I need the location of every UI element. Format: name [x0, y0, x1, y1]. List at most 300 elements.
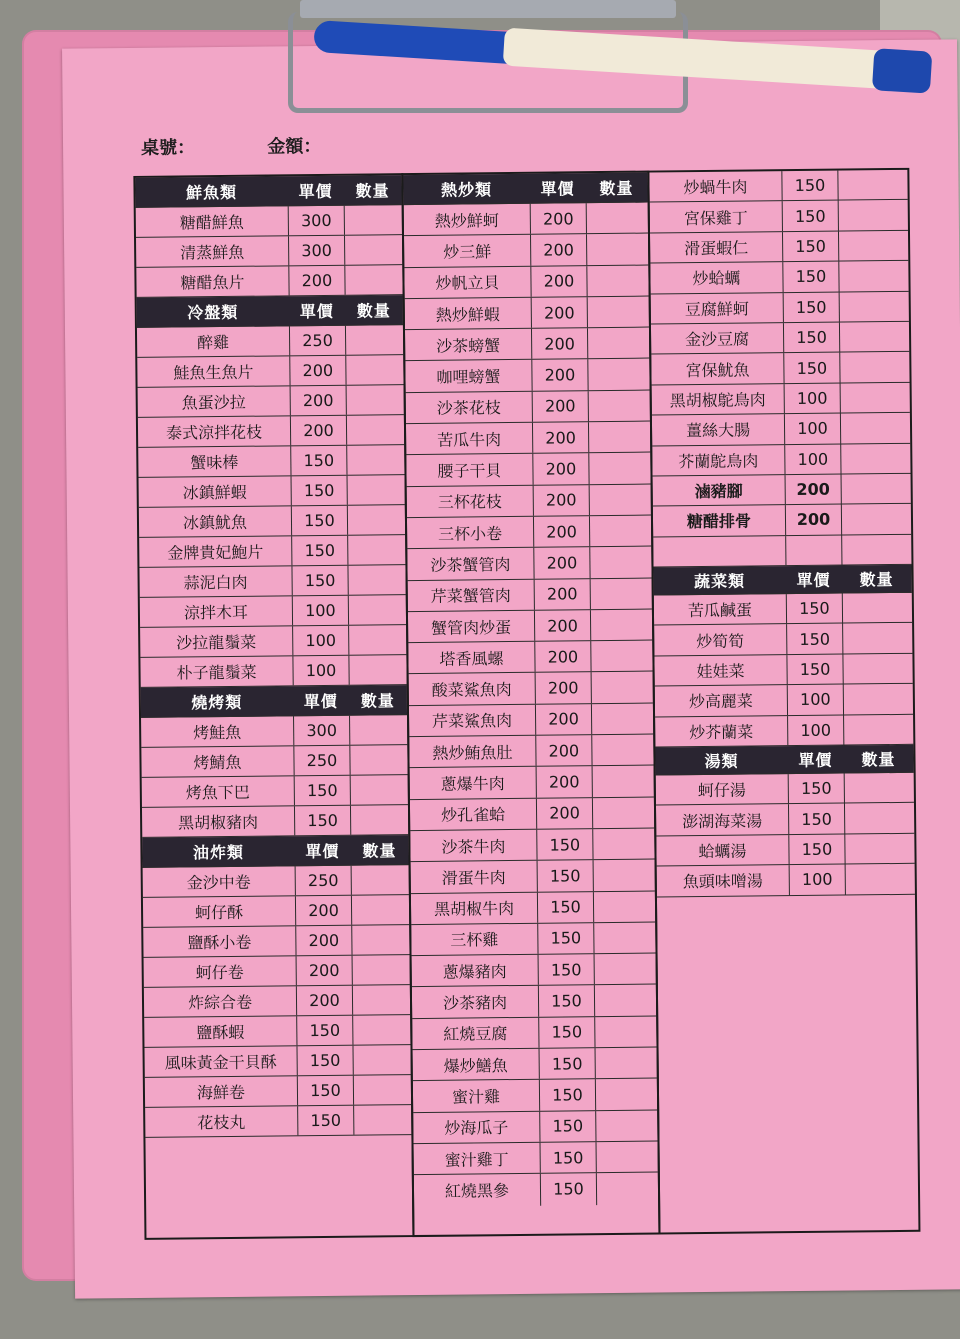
- menu-column-1: [133, 173, 414, 1240]
- item-name: 炒海瓜子: [444, 1118, 509, 1138]
- item-name: 鹽酥蝦: [196, 1022, 245, 1043]
- item-name: 蔥爆牛肉: [440, 774, 505, 794]
- item-price: 150: [291, 566, 347, 596]
- qty-cell[interactable]: [586, 234, 648, 265]
- item-price: 150: [540, 1142, 596, 1173]
- item-price: 150: [290, 446, 346, 476]
- menu-row: [652, 383, 910, 416]
- item-price: 200: [531, 360, 587, 391]
- empty-row: [653, 535, 911, 568]
- item-name: 蚵仔卷: [195, 962, 244, 983]
- item-name: 三杯雞: [450, 930, 499, 951]
- item-name: 蟹管肉炒蛋: [430, 617, 512, 638]
- item-price: 100: [292, 656, 348, 686]
- item-price: 200: [288, 266, 344, 296]
- menu-row: [651, 291, 909, 324]
- item-price: 150: [291, 536, 347, 566]
- qty-cell[interactable]: [352, 1015, 410, 1045]
- qty-cell[interactable]: [592, 766, 654, 797]
- qty-cell[interactable]: [591, 735, 653, 766]
- qty-cell[interactable]: [589, 484, 651, 515]
- item-price: 150: [783, 353, 839, 383]
- item-price: 200: [290, 416, 346, 446]
- price-header: 單價: [798, 750, 833, 771]
- qty-cell[interactable]: [844, 803, 914, 833]
- menu-row: [408, 578, 652, 612]
- item-name: 炒帆立貝: [435, 273, 500, 294]
- item-price: 100: [784, 383, 840, 413]
- qty-cell[interactable]: [595, 1079, 657, 1110]
- section-header: [135, 175, 401, 208]
- qty-cell[interactable]: [595, 1048, 657, 1079]
- item-name: 冰鎮鮮蝦: [182, 482, 247, 503]
- item-name: 腰子干貝: [437, 461, 502, 481]
- item-price: 150: [291, 476, 347, 506]
- menu-row: [140, 625, 406, 658]
- qty-cell[interactable]: [588, 453, 650, 484]
- qty-header: 數量: [360, 691, 395, 711]
- empty-cell: [653, 536, 785, 567]
- item-name: 鮭魚生魚片: [173, 362, 254, 383]
- item-name: 炒芥蘭菜: [689, 722, 754, 742]
- menu-row: [142, 805, 408, 838]
- qty-cell[interactable]: [842, 593, 912, 623]
- qty-cell[interactable]: [591, 703, 653, 734]
- item-name: 烤魚下巴: [185, 782, 250, 803]
- menu-row: [651, 322, 909, 355]
- menu-column-2: [401, 171, 660, 1238]
- qty-cell[interactable]: [345, 355, 403, 385]
- qty-cell[interactable]: [352, 1045, 410, 1075]
- menu-row: [145, 1075, 411, 1108]
- menu-row: [143, 865, 409, 898]
- menu-row: [410, 766, 654, 800]
- blank-area: [145, 1135, 413, 1338]
- menu-row: [409, 703, 653, 737]
- item-name: 三杯小卷: [438, 523, 503, 544]
- menu-row: [654, 623, 912, 656]
- menu-row: [656, 773, 914, 806]
- qty-header: 數量: [356, 301, 391, 321]
- item-price: 300: [288, 206, 344, 236]
- item-price: 200: [535, 735, 591, 766]
- item-price: 200: [530, 203, 586, 234]
- item-price: 150: [783, 292, 839, 322]
- qty-cell[interactable]: [346, 415, 404, 445]
- item-price: 200: [533, 485, 589, 516]
- item-name: 烤鯖魚: [193, 752, 242, 773]
- price-header: 單價: [299, 301, 334, 322]
- item-price: 150: [538, 954, 594, 985]
- menu-row: [410, 797, 654, 831]
- item-price: 150: [297, 1106, 353, 1136]
- qty-cell[interactable]: [349, 745, 407, 775]
- section-title: 蔬菜類: [694, 571, 746, 592]
- empty-cell: [785, 535, 841, 565]
- order-sheet: [62, 39, 960, 1298]
- qty-cell[interactable]: [589, 547, 651, 578]
- menu-row: [655, 684, 913, 717]
- item-name: 娃娃菜: [696, 661, 745, 682]
- item-name: 金沙中卷: [186, 872, 251, 893]
- menu-row: [413, 1048, 657, 1082]
- item-price: 300: [288, 236, 344, 266]
- item-name: 爆炒鱔魚: [443, 1055, 508, 1076]
- item-name: 蜜汁雞: [451, 1087, 501, 1107]
- item-price: 150: [294, 776, 350, 806]
- item-name: 熱炒鮮蝦: [435, 304, 500, 325]
- item-name: 滑蛋蝦仁: [684, 238, 749, 259]
- item-price: 150: [788, 834, 844, 864]
- menu-row: [406, 453, 650, 487]
- qty-cell[interactable]: [351, 925, 409, 955]
- item-name: 烤鮭魚: [193, 722, 242, 743]
- qty-cell[interactable]: [587, 359, 649, 390]
- item-price: 250: [293, 746, 349, 776]
- item-name: 酸菜鯊魚肉: [431, 680, 512, 700]
- qty-cell[interactable]: [588, 390, 650, 421]
- item-name: 滑蛋牛肉: [441, 867, 506, 888]
- item-name: 蜜汁雞丁: [444, 1149, 509, 1170]
- item-price: 100: [784, 444, 840, 474]
- menu-row: [139, 505, 405, 538]
- price-header: 單價: [305, 841, 340, 862]
- item-price: 200: [531, 297, 587, 328]
- item-name: 清蒸鮮魚: [180, 242, 245, 263]
- item-name: 芹菜鯊魚肉: [431, 711, 513, 732]
- item-price: 150: [782, 262, 838, 292]
- qty-cell[interactable]: [837, 170, 907, 200]
- menu-row: [656, 803, 914, 836]
- menu-row: [138, 415, 404, 448]
- qty-cell[interactable]: [346, 385, 404, 415]
- item-name: 涼拌木耳: [183, 602, 249, 623]
- item-price: 150: [539, 1079, 595, 1110]
- qty-cell[interactable]: [344, 205, 402, 235]
- menu-row: [656, 834, 914, 867]
- qty-cell[interactable]: [347, 505, 405, 535]
- section-title: 鮮魚類: [185, 182, 238, 203]
- qty-cell[interactable]: [840, 443, 910, 473]
- pen-cap: [872, 48, 932, 93]
- qty-cell[interactable]: [351, 865, 409, 895]
- menu-row: [409, 672, 653, 706]
- qty-cell[interactable]: [593, 891, 655, 922]
- item-name: 沙拉龍鬚菜: [176, 632, 257, 653]
- item-price: 250: [289, 326, 345, 356]
- item-price: 150: [291, 506, 347, 536]
- item-price: 150: [296, 1046, 352, 1076]
- qty-cell[interactable]: [350, 805, 408, 835]
- item-price: 200: [296, 986, 352, 1016]
- qty-header: 數量: [861, 750, 896, 770]
- item-price: 200: [295, 926, 351, 956]
- qty-cell[interactable]: [349, 715, 407, 745]
- menu-row: [411, 860, 655, 894]
- qty-cell[interactable]: [350, 775, 408, 805]
- qty-cell[interactable]: [841, 504, 911, 534]
- section-header: [142, 835, 408, 868]
- item-name: 滷豬腳: [694, 481, 743, 502]
- item-name: 沙茶花枝: [436, 398, 501, 419]
- qty-cell[interactable]: [347, 475, 405, 505]
- item-price: 150: [538, 986, 594, 1017]
- qty-cell[interactable]: [347, 565, 405, 595]
- item-price: 100: [292, 626, 348, 656]
- qty-cell[interactable]: [586, 265, 648, 296]
- qty-cell[interactable]: [347, 535, 405, 565]
- menu-row: [652, 413, 910, 446]
- item-name: 金牌貴妃鮑片: [167, 542, 264, 563]
- menu-row: [407, 484, 651, 518]
- item-price: 150: [537, 923, 593, 954]
- menu-row: [414, 1141, 658, 1175]
- item-price: 200: [533, 516, 589, 547]
- menu-row: [406, 422, 650, 456]
- menu-row: [650, 231, 908, 264]
- item-name: 蚵仔湯: [697, 780, 746, 801]
- menu-row: [144, 985, 410, 1018]
- menu-row: [653, 504, 911, 537]
- qty-cell[interactable]: [842, 623, 912, 653]
- qty-cell[interactable]: [351, 895, 409, 925]
- qty-cell[interactable]: [591, 672, 653, 703]
- item-price: 200: [532, 422, 588, 453]
- item-price: 250: [295, 866, 351, 896]
- menu-row: [143, 895, 409, 928]
- item-price: 200: [289, 356, 345, 386]
- item-name: 咖哩螃蟹: [436, 367, 501, 387]
- item-name: 薑絲大腸: [685, 420, 751, 441]
- table-number-label: 桌號：: [140, 137, 196, 159]
- qty-cell[interactable]: [844, 834, 914, 864]
- qty-cell[interactable]: [348, 595, 406, 625]
- item-name: 醉雞: [196, 332, 230, 353]
- qty-cell[interactable]: [588, 422, 650, 453]
- section-title: 油炸類: [192, 842, 245, 863]
- qty-cell[interactable]: [840, 413, 910, 443]
- item-name: 泰式涼拌花枝: [165, 422, 263, 443]
- menu-row: [140, 595, 406, 628]
- qty-cell[interactable]: [590, 609, 652, 640]
- qty-cell[interactable]: [592, 797, 654, 828]
- menu-row: [139, 535, 405, 568]
- menu-row: [651, 352, 909, 385]
- item-name: 黑胡椒牛肉: [433, 899, 515, 920]
- item-price: 150: [786, 624, 842, 654]
- item-name: 海鮮卷: [196, 1082, 246, 1103]
- qty-cell[interactable]: [840, 383, 910, 413]
- section-title: 湯類: [704, 751, 739, 772]
- item-name: 熱炒鮪魚肚: [432, 742, 513, 763]
- menu-row: [657, 864, 915, 897]
- item-name: 炒三鮮: [443, 242, 492, 262]
- section-header: [403, 173, 647, 206]
- qty-cell[interactable]: [346, 445, 404, 475]
- qty-cell[interactable]: [353, 1075, 411, 1105]
- menu-row: [136, 235, 402, 268]
- item-price: 150: [537, 860, 593, 891]
- item-price: 200: [785, 474, 841, 504]
- qty-cell[interactable]: [592, 828, 654, 859]
- item-price: 150: [786, 654, 842, 684]
- item-price: 150: [781, 171, 837, 201]
- empty-qty-cell[interactable]: [841, 535, 911, 565]
- item-price: 200: [290, 386, 346, 416]
- menu-row: [408, 609, 652, 643]
- menu-row: [142, 775, 408, 808]
- menu-row: [413, 1079, 657, 1113]
- qty-cell[interactable]: [843, 684, 913, 714]
- price-header: 單價: [540, 179, 575, 199]
- qty-cell[interactable]: [352, 985, 410, 1015]
- price-header: 單價: [298, 181, 333, 202]
- item-name: 沙茶蟹管肉: [430, 554, 511, 575]
- qty-cell[interactable]: [844, 773, 914, 803]
- item-name: 蟹味棒: [190, 452, 239, 473]
- item-price: 200: [532, 391, 588, 422]
- qty-cell[interactable]: [839, 291, 909, 321]
- item-name: 風味黃金干貝酥: [164, 1052, 277, 1073]
- qty-cell[interactable]: [344, 265, 402, 295]
- item-name: 芥蘭鴕鳥肉: [678, 451, 759, 471]
- qty-cell[interactable]: [353, 1105, 411, 1135]
- item-name: 三杯花枝: [437, 492, 502, 513]
- item-name: 魚蛋沙拉: [181, 392, 246, 413]
- item-price: 200: [533, 547, 589, 578]
- qty-cell[interactable]: [838, 231, 908, 261]
- item-price: 200: [296, 956, 352, 986]
- item-name: 澎湖海菜湯: [682, 811, 763, 831]
- qty-cell[interactable]: [352, 955, 410, 985]
- item-price: 200: [531, 328, 587, 359]
- item-name: 宮保魷魚: [685, 360, 750, 380]
- menu-row: [654, 654, 912, 687]
- qty-cell[interactable]: [841, 474, 911, 504]
- qty-cell[interactable]: [842, 654, 912, 684]
- qty-header: 數量: [859, 570, 894, 590]
- item-price: 100: [789, 865, 845, 895]
- section-title: 燒烤類: [191, 692, 243, 713]
- item-price: 150: [540, 1173, 596, 1205]
- qty-cell[interactable]: [586, 203, 648, 234]
- menu-row: [136, 205, 402, 238]
- qty-cell[interactable]: [839, 322, 909, 352]
- item-name: 蒜泥白肉: [183, 572, 248, 593]
- menu-row: [412, 954, 656, 988]
- menu-row: [413, 1110, 657, 1144]
- item-price: 200: [785, 505, 841, 535]
- item-price: 150: [294, 806, 350, 836]
- section-header: [141, 685, 407, 718]
- qty-header: 數量: [355, 181, 390, 201]
- menu-row: [407, 516, 651, 550]
- item-price: 150: [296, 1016, 352, 1046]
- item-name: 蛤蠣湯: [698, 841, 747, 862]
- menu-row: [652, 443, 910, 476]
- qty-cell[interactable]: [596, 1173, 658, 1205]
- menu-row: [141, 715, 407, 748]
- qty-cell[interactable]: [345, 325, 403, 355]
- qty-cell[interactable]: [344, 235, 402, 265]
- item-price: 200: [532, 454, 588, 485]
- item-price: 100: [787, 715, 843, 745]
- qty-cell[interactable]: [843, 714, 913, 744]
- qty-cell[interactable]: [838, 261, 908, 291]
- item-name: 朴子龍鬚菜: [176, 662, 257, 683]
- menu-row: [137, 355, 403, 388]
- menu-row: [404, 265, 648, 299]
- menu-row: [145, 1105, 411, 1138]
- sheet-header: [141, 131, 388, 160]
- item-name: 炒孔雀蛤: [440, 805, 506, 826]
- blank-area: [657, 894, 917, 1097]
- menu-row: [405, 359, 649, 393]
- section-header: [655, 745, 913, 776]
- item-name: 魚頭味噌湯: [682, 871, 763, 892]
- menu-row: [143, 925, 409, 958]
- qty-cell[interactable]: [589, 516, 651, 547]
- item-name: 炸綜合卷: [187, 992, 253, 1013]
- item-name: 蔥爆豬肉: [442, 961, 507, 982]
- menu-row: [137, 325, 403, 358]
- qty-cell[interactable]: [594, 954, 656, 985]
- item-name: 沙茶螃蟹: [436, 335, 501, 356]
- item-name: 芹菜蟹管肉: [430, 586, 511, 607]
- item-name: 黑胡椒鴕鳥肉: [669, 390, 766, 411]
- qty-cell[interactable]: [839, 352, 909, 382]
- qty-cell[interactable]: [348, 655, 406, 685]
- qty-cell[interactable]: [594, 1016, 656, 1047]
- menu-row: [136, 265, 402, 298]
- qty-cell[interactable]: [590, 641, 652, 672]
- qty-cell[interactable]: [587, 328, 649, 359]
- qty-cell[interactable]: [348, 625, 406, 655]
- price-header: 單價: [796, 570, 831, 591]
- item-price: 200: [534, 610, 590, 641]
- item-name: 熱炒鮮蚵: [434, 210, 499, 231]
- qty-cell[interactable]: [838, 200, 908, 230]
- menu-row: [141, 745, 407, 778]
- qty-cell[interactable]: [595, 1110, 657, 1141]
- item-name: 炒蝸牛肉: [683, 177, 748, 198]
- item-name: 炒高麗菜: [688, 691, 753, 712]
- menu-row: [412, 1016, 656, 1050]
- item-price: 200: [534, 641, 590, 672]
- qty-cell[interactable]: [593, 860, 655, 891]
- qty-cell[interactable]: [587, 296, 649, 327]
- item-name: 紅燒豆腐: [443, 1024, 508, 1045]
- qty-header: 數量: [599, 178, 634, 199]
- item-name: 沙茶豬肉: [442, 993, 508, 1013]
- item-name: 鹽酥小卷: [187, 932, 252, 953]
- qty-cell[interactable]: [590, 578, 652, 609]
- section-title: 冷盤類: [187, 302, 239, 323]
- item-name: 金沙豆腐: [684, 329, 750, 350]
- item-price: 100: [292, 596, 348, 626]
- qty-cell[interactable]: [593, 922, 655, 953]
- menu-row: [410, 828, 654, 862]
- menu-row: [138, 385, 404, 418]
- qty-cell[interactable]: [596, 1141, 658, 1172]
- menu-row: [405, 296, 649, 330]
- menu-row: [406, 390, 650, 424]
- amount-label: 金額：: [267, 135, 322, 158]
- section-header: [653, 565, 911, 596]
- qty-cell[interactable]: [594, 985, 656, 1016]
- qty-cell[interactable]: [845, 864, 915, 894]
- item-price: 150: [782, 231, 838, 261]
